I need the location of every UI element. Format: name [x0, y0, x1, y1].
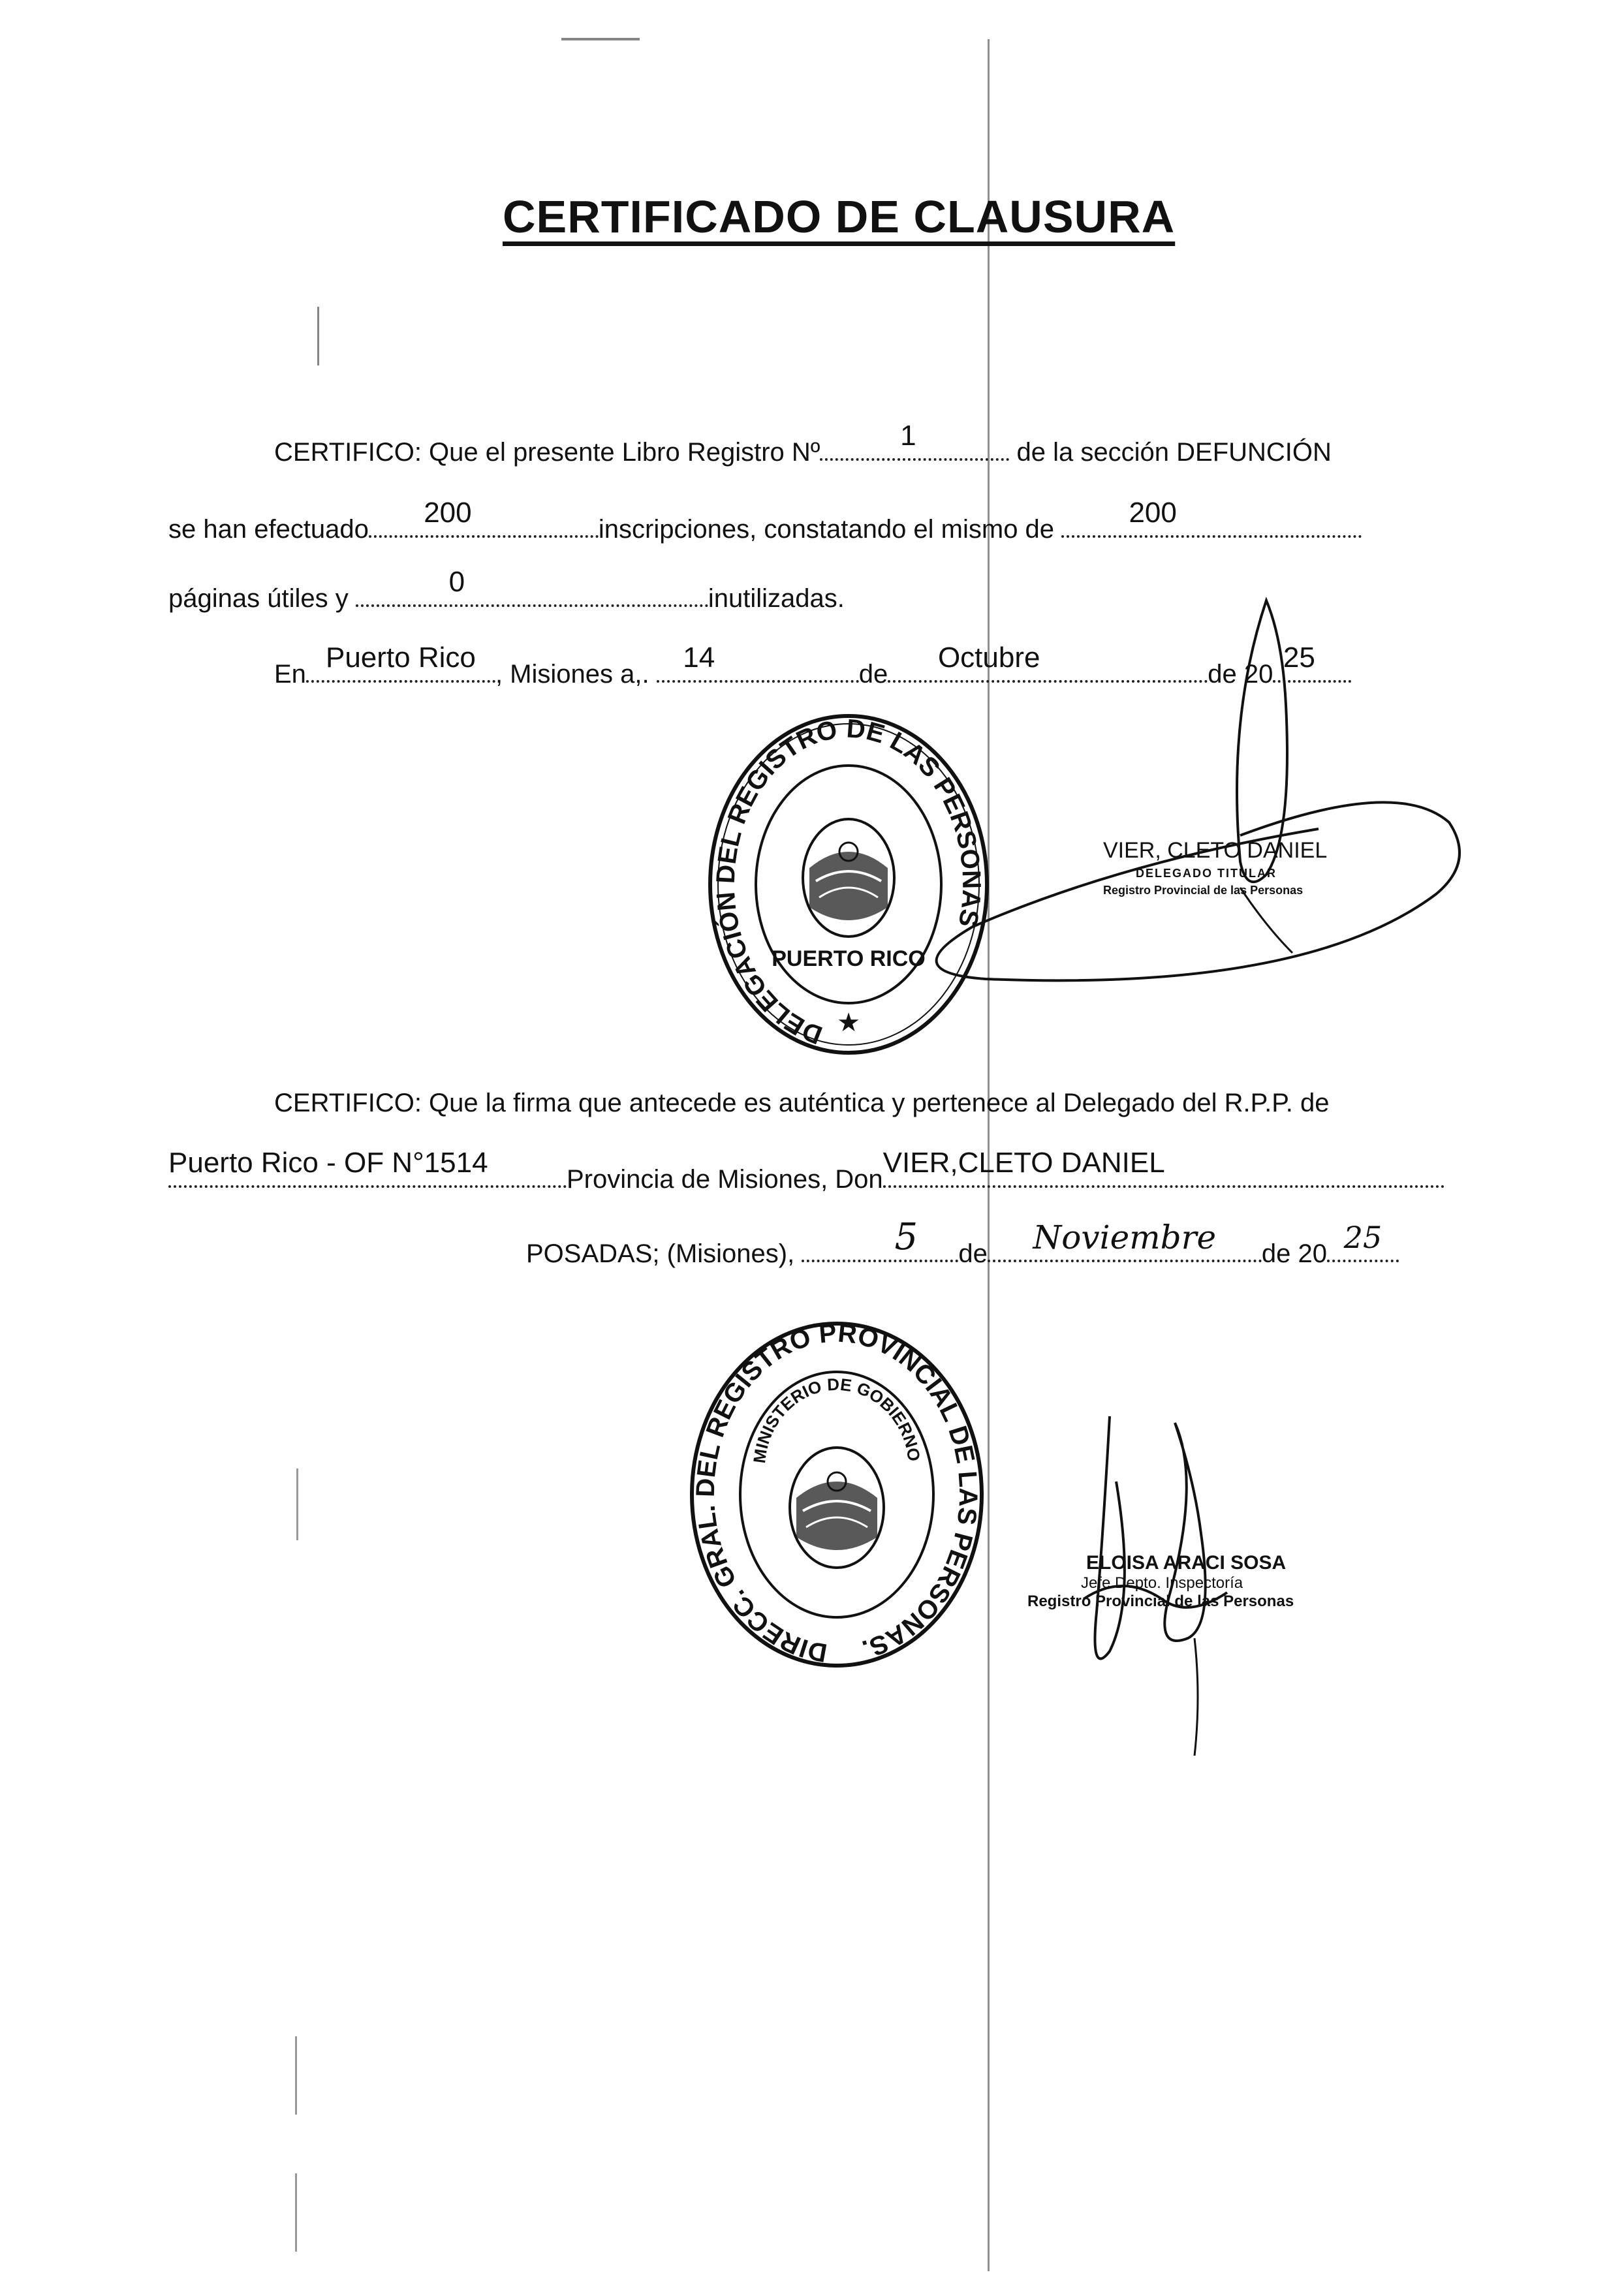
dia-value: 14	[683, 642, 715, 674]
signature-1	[901, 587, 1475, 1044]
paginas-field	[1061, 497, 1362, 538]
p2-line-3	[526, 1216, 1399, 1269]
libro-field	[820, 420, 1009, 461]
scan-mark	[561, 38, 640, 40]
p2-text-d: de	[958, 1239, 988, 1268]
p1-text-c: se han efectuado	[168, 515, 369, 544]
p1-text-e: páginas útiles y	[168, 584, 349, 613]
provincial-seal-icon	[790, 1448, 884, 1568]
p1-text-b: de la sección DEFUNCIÓN	[1016, 438, 1332, 467]
inscripciones-value: 200	[424, 497, 472, 529]
p1-line-3	[168, 566, 845, 613]
p2-text-c: POSADAS; (Misiones),	[526, 1239, 795, 1268]
sig2-org: Registro Provincial de las Personas	[1027, 1592, 1294, 1610]
dia2-value: 5	[894, 1216, 918, 1258]
inutilizadas-field	[356, 566, 708, 607]
p2-text-a: CERTIFICO: Que la firma que antecede es auténtica y pertenece al Delegado del R.P.P. de	[274, 1089, 1330, 1117]
p1-text-j: de 20	[1208, 660, 1273, 689]
don-field	[882, 1147, 1444, 1188]
p1-text-d: inscripciones, constatando el mismo de	[598, 515, 1055, 544]
dia2-field	[802, 1216, 958, 1262]
sig1-role: DELEGADO TITULAR	[1136, 867, 1277, 880]
mes2-field	[988, 1219, 1262, 1262]
p1-text-a: CERTIFICO: Que el presente Libro Registro Nº	[274, 438, 820, 467]
p1-text-g: En	[274, 660, 306, 689]
provincial-seal-icon	[803, 819, 894, 937]
direccion-stamp	[687, 1318, 987, 1671]
stamp1-inner-text: PUERTO RICO	[772, 946, 926, 971]
star-icon: ★	[837, 1008, 860, 1037]
sig1-org: Registro Provincial de las Personas	[1103, 884, 1304, 897]
anio2-value: 25	[1343, 1220, 1382, 1255]
oficina-value: Puerto Rico - OF N°1514	[168, 1147, 488, 1179]
stamp2-inner-text: MINISTERIO DE GOBIERNO	[749, 1374, 924, 1465]
document-title: CERTIFICADO DE CLAUSURA	[503, 191, 1176, 242]
sig1-name: VIER, CLETO DANIEL	[1103, 838, 1328, 863]
sig2-role: Jefe Depto. Inspectoría	[1081, 1574, 1243, 1592]
mes2-value: Noviembre	[1033, 1219, 1217, 1256]
paginas-value: 200	[1129, 497, 1177, 529]
p1-text-f: inutilizadas.	[708, 584, 845, 613]
don-value: VIER,CLETO DANIEL	[882, 1147, 1165, 1179]
libro-value: 1	[900, 420, 916, 452]
p1-line-1	[274, 420, 1332, 467]
p1-text-i: de	[858, 660, 888, 689]
p1-line-2	[168, 497, 1362, 544]
p2-line-2	[168, 1147, 1444, 1194]
oficina-field	[168, 1147, 567, 1188]
p2-text-b: Provincia de Misiones, Don	[567, 1165, 883, 1194]
stamp2-outer-text: DIRECC. GRAL. DEL REGISTRO PROVINCIAL DE LAS PERSONAS.	[691, 1318, 983, 1668]
scan-mark	[295, 2036, 297, 2115]
p2-text-e: de 20	[1261, 1239, 1327, 1268]
anio-value: 25	[1283, 642, 1315, 674]
scan-mark	[295, 2173, 297, 2252]
p2-line-1	[274, 1083, 1330, 1123]
inscripciones-field	[369, 497, 599, 538]
mes-value: Octubre	[937, 642, 1040, 674]
scan-mark	[317, 307, 319, 365]
anio2-field	[1327, 1220, 1399, 1262]
lugar-field	[306, 642, 495, 683]
p1-text-h: , Misiones a,.	[495, 660, 649, 689]
lugar-value: Puerto Rico	[325, 642, 476, 674]
sig2-name: ELOISA ARACI SOSA	[1086, 1552, 1287, 1574]
inutilizadas-value: 0	[448, 566, 465, 598]
scan-mark	[296, 1468, 298, 1540]
stamp1-outer-text: DELEGACIÓN DEL REGISTRO DE LAS PERSONAS	[711, 714, 986, 1050]
